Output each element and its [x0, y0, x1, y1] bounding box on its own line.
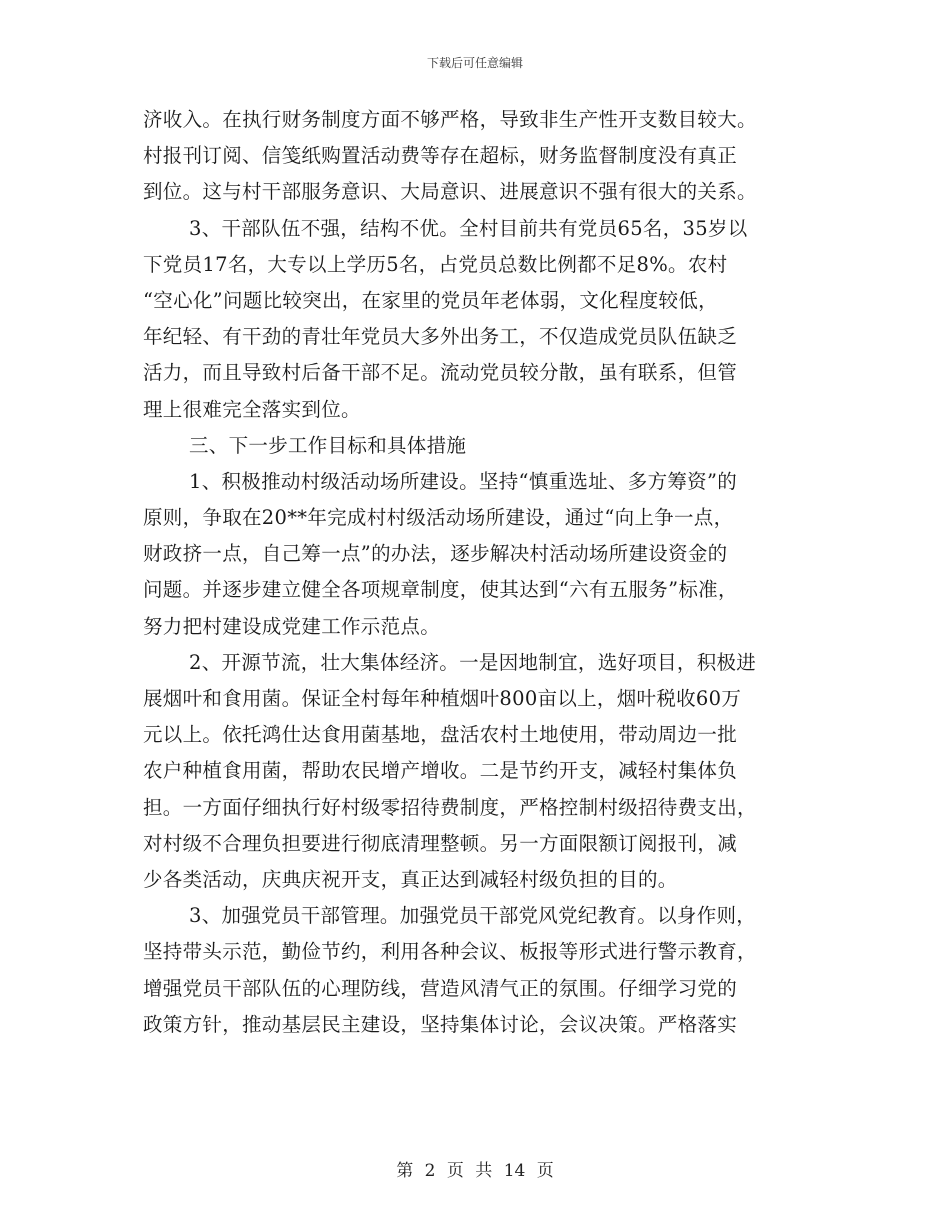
text-line: 对村级不合理负担要进行彻底清理整顿。另一方面限额订阅报刊，减 [143, 831, 738, 855]
text-line: 增强党员干部队伍的心理防线，营造风清气正的氛围。仔细学习党的 [143, 976, 738, 1000]
text-line: 政策方针，推动基层民主建设，坚持集体讨论，会议决策。严格落实 [143, 1012, 738, 1036]
text-line: “空心化”问题比较突出，在家里的党员年老体弱，文化程度较低， [143, 288, 718, 312]
text-line: 农户种植食用菌，帮助农民增产增收。二是节约开支，减轻村集体负 [143, 759, 738, 783]
text-line: 活力，而且导致村后备干部不足。流动党员较分散，虽有联系，但管 [143, 361, 738, 385]
page-header-note: 下载后可任意编辑 [426, 56, 523, 70]
paragraph-start-line: 2、开源节流，壮大集体经济。一是因地制宜，选好项目，积极进 [189, 650, 757, 674]
page-number-footer: 第 2 页 共 14 页 [396, 1161, 554, 1181]
document-body [143, 102, 811, 1043]
paragraph-start-line: 1、积极推动村级活动场所建设。坚持“慎重选址、多方筹资”的 [189, 469, 738, 493]
paragraph-start-line: 3、加强党员干部管理。加强党员干部党风党纪教育。以身作则， [189, 904, 757, 928]
text-line: 年纪轻、有干劲的青壮年党员大多外出务工，不仅造成党员队伍缺乏 [143, 325, 738, 349]
text-line: 原则，争取在20**年完成村村级活动场所建设，通过“向上争一点， [143, 506, 734, 530]
text-line: 展烟叶和食用菌。保证全村每年种植烟叶800亩以上，烟叶税收60万 [143, 687, 742, 710]
text-line: 元以上。依托鸿仕达食用菌基地，盘活农村土地使用，带动周边一批 [143, 723, 738, 747]
text-line: 少各类活动，庆典庆祝开支，真正达到减轻村级负担的目的。 [143, 867, 678, 891]
paragraph-start-line: 3、干部队伍不强，结构不优。全村目前共有党员65名，35岁以 [189, 216, 748, 240]
text-line: 问题。并逐步建立健全各项规章制度，使其达到“六有五服务”标准， [143, 578, 738, 602]
text-line: 到位。这与村干部服务意识、大局意识、进展意识不强有很大的关系。 [143, 180, 757, 204]
text-line: 村报刊订阅、信笺纸购置活动费等存在超标，财务监督制度没有真正 [143, 144, 738, 168]
section-heading: 三、下一步工作目标和具体措施 [189, 433, 467, 457]
text-line: 理上很难完全落实到位。 [143, 397, 361, 421]
text-line: 济收入。在执行财务制度方面不够严格，导致非生产性开支数目较大。 [143, 108, 757, 131]
text-line: 财政挤一点，自己筹一点”的办法，逐步解决村活动场所建设资金的 [143, 542, 728, 566]
text-line: 下党员17名，大专以上学历5名，占党员总数比例都不足8%。农村 [143, 252, 728, 276]
text-line: 努力把村建设成党建工作示范点。 [143, 614, 441, 638]
text-line: 担。一方面仔细执行好村级零招待费制度，严格控制村级招待费支出， [143, 795, 757, 819]
text-line: 坚持带头示范，勤俭节约，利用各种会议、板报等形式进行警示教育， [143, 940, 757, 964]
